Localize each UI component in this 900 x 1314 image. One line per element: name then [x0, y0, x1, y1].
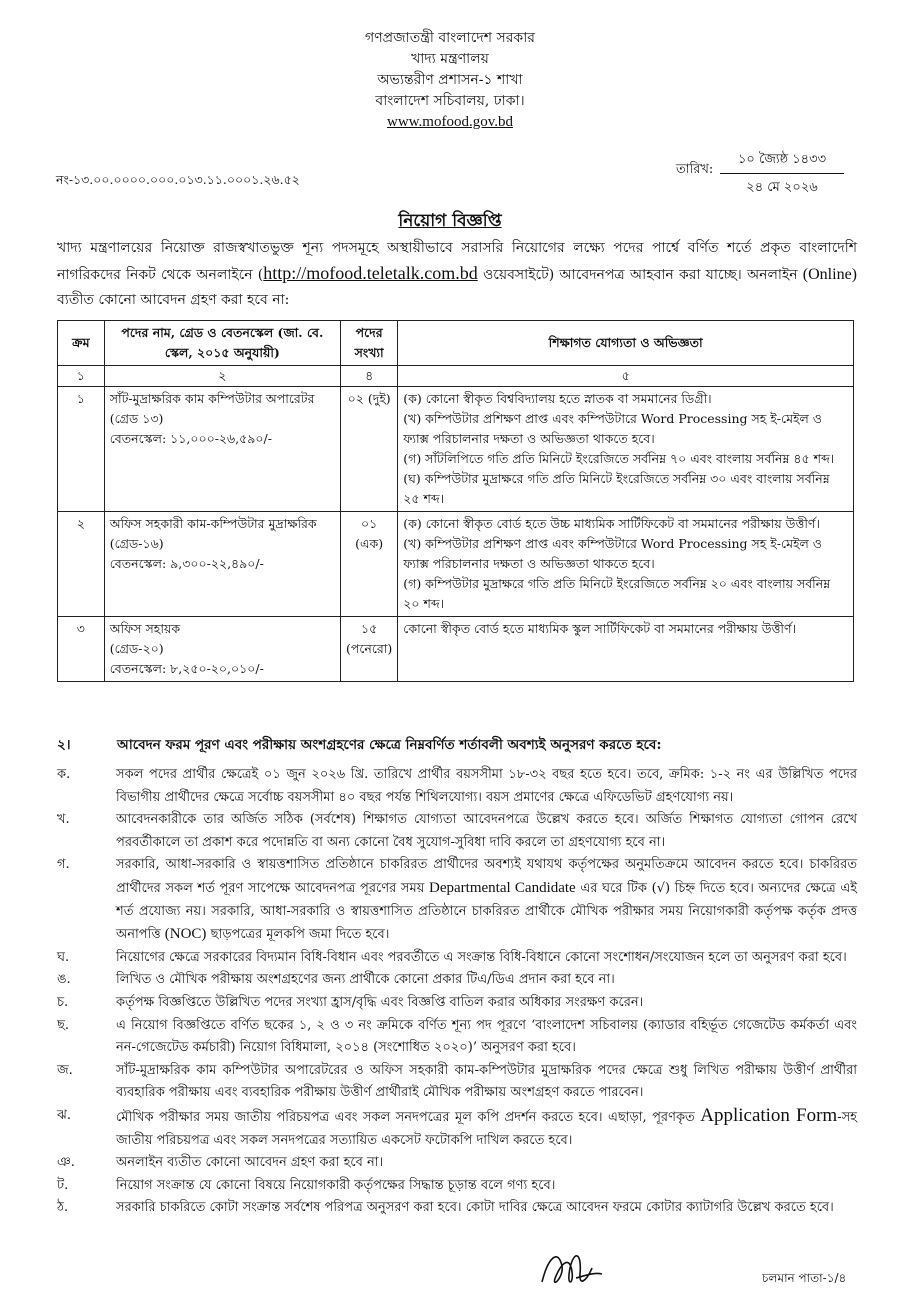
date-bangla: ১০ জ্যৈষ্ঠ ১৪৩৩ [720, 150, 844, 174]
post-grade: (গ্রেড ১৩) [109, 411, 164, 426]
post-name: অফিস সহকারী কাম-কম্পিউটার মুদ্রাক্ষরিক [109, 516, 317, 531]
condition-item [57, 1015, 857, 1060]
intro-online: (Online) [802, 266, 857, 283]
condition-text: অনলাইন ব্যতীত কোনো আবেদন গ্রহণ করা হবে না। [116, 1155, 384, 1171]
condition-label: গ. [57, 857, 70, 873]
condition-item [57, 1197, 857, 1220]
memo-number: নং-১৩.০০.০০০০.০০০.০১৩.১১.০০০১.২৬.৫২ [56, 172, 300, 187]
index-cell: ৫ [398, 366, 854, 387]
qualification-item: (গ) সাঁটলিপিতে গতি প্রতি মিনিটে ইংরেজিতে সর্বনিম্ন ৭০ এবং বাংলায় সর্বনিম্ন ৪৫ শব্দ। [403, 451, 835, 466]
condition-text: কর্তৃপক্ষ বিজ্ঞপ্তিতে উল্লিখিত পদের সংখ্যা হ্রাস/বৃদ্ধি এবং বিজ্ঞপ্তি বাতিল করার অধিকার সংরক্ষণ করেন। [116, 994, 644, 1010]
count-cell: ০২ (দুই) [341, 387, 398, 512]
index-cell: ২ [104, 366, 340, 387]
section-name: অভ্যন্তরীণ প্রশাসন-১ শাখা [377, 72, 523, 88]
condition-label: ঝ. [57, 1107, 71, 1123]
qualification-item: (খ) কম্পিউটার প্রশিক্ষণ প্রাপ্ত এবং কম্পিউটারে Word Processing সহ ই-মেইল ও ফ্যাক্স পরিচালনার দক্ষতা ও অভিজ্ঞতা থাকতে হবে। [403, 411, 823, 446]
condition-text: সরকারি চাকরিতে কোটা সংক্রান্ত সর্বশেষ পরিপত্র অনুসরণ করা হবে। কোটা দাবির ক্ষেত্রে আবেদন ফরমে কোটার ক্যাটাগরি উল্লেখ করতে হবে। [116, 1200, 834, 1216]
post-cell [104, 512, 340, 617]
condition-label: ক. [57, 767, 71, 782]
count-cell: ১৫ (পনেরো) [341, 617, 398, 682]
condition-item [57, 947, 857, 970]
condition-text: নিয়োগের ক্ষেত্রে সরকারের বিদ্যমান বিধি-বিধান এবং পরবর্তীতে এ সংক্রান্ত বিধি-বিধানে কোনো সংশোধন/সংযোজন হলে তা অনুসরণ করা হবে। [116, 949, 847, 965]
qualification-cell [398, 617, 854, 682]
office-address: বাংলাদেশ সচিবালয়, ঢাকা। [375, 93, 525, 109]
ministry-website-link[interactable]: www.mofood.gov.bd [387, 114, 513, 130]
qualification-cell [398, 387, 854, 512]
post-scale: বেতনস্কেল: ৮,২৫০-২০,০১০/- [109, 661, 264, 676]
table-index-row [58, 366, 854, 387]
conditions-number: ২। [57, 737, 71, 753]
notice-title-text: নিয়োগ বিজ্ঞপ্তি [398, 211, 502, 231]
conditions-heading-text: আবেদন ফরম পূরণ এবং পরীক্ষায় অংশগ্রহণের ক্ষেত্রে নিম্নবর্ণিত শর্তাবলী অবশ্যই অনুসরণ করতে হবে: [117, 737, 662, 753]
post-scale: বেতনস্কেল: ১১,০০০-২৬,৫৯০/- [109, 431, 272, 446]
condition-item [57, 809, 857, 854]
index-cell: ৪ [341, 366, 398, 387]
date-gregorian: ২৪ মে ২০২৬ [746, 180, 818, 195]
condition-item [57, 764, 857, 809]
ministry-name: খাদ্য মন্ত্রণালয় [411, 51, 489, 67]
condition-label: ঞ. [57, 1155, 75, 1171]
government-name: গণপ্রজাতন্ত্রী বাংলাদেশ সরকার [365, 30, 535, 46]
intro-paragraph [57, 236, 857, 313]
intro-part1: খাদ্য মন্ত্রণালয়ের নিয়োক্ত রাজস্বখাতভুক্ত শূন্য পদসমূহে অস্থায়ীভাবে সরাসরি নিয়োগের লক্ষ্যে পদের পার্শ্বে বর্ণিত শর্তে প্রকৃত বাংলাদেশি নাগরিকদের নিকট থেকে অনলাইনে ( [57, 240, 857, 283]
application-website-link[interactable]: http://mofood.teletalk.com.bd [263, 263, 478, 283]
date-block [720, 150, 844, 199]
condition-item [57, 1152, 857, 1175]
condition-item [57, 969, 857, 992]
serial-cell: ৩ [58, 617, 105, 682]
condition-label: চ. [57, 994, 69, 1010]
condition-text: মৌখিক পরীক্ষার সময় জাতীয় পরিচয়পত্র এবং সকল সনদপত্রের মূল কপি প্রদর্শন করতে হবে। এছাড়া, পূরণকৃত [116, 1109, 701, 1125]
condition-item [57, 1060, 857, 1105]
serial-cell: ২ [58, 512, 105, 617]
intro-part3: ব্যতীত কোনো আবেদন গ্রহণ করা হবে না: [57, 292, 290, 308]
letterhead [0, 28, 900, 133]
qualification-item: (ক) কোনো স্বীকৃত বিশ্ববিদ্যালয় হতে স্নাতক বা সমমানের ডিগ্রী। [403, 391, 712, 406]
condition-label: খ. [57, 812, 70, 828]
condition-label: ঘ. [57, 949, 70, 965]
table-row [58, 617, 854, 682]
condition-text: এর ঘরে টিক (√) চিহ্ন দিতে হবে। অন্যদের ক্ষেত্রে এই শর্ত প্রযোজ্য নয়। সরকারি, আধা-সরকারি ও স্বায়ত্তশাসিত প্রতিষ্ঠানে চাকরিরত প্রার্থীকে মৌখিক পরীক্ষার সময় নিয়োগকারী কর্তৃপক্ষ কর্তৃক প্রদত্ত অনাপত্তি [116, 880, 857, 943]
condition-text-en: (NOC) [164, 926, 207, 943]
table-row [58, 387, 854, 512]
serial-cell: ১ [58, 387, 105, 512]
date-label: তারিখ: [676, 162, 714, 177]
header-post: পদের নাম, গ্রেড ও বেতনস্কেল (জা. বে. স্কেল, ২০১৫ অনুযায়ী) [104, 321, 340, 366]
header-count: পদের সংখ্যা [341, 321, 398, 366]
blank-space [403, 639, 848, 679]
condition-label: ঠ. [57, 1200, 69, 1216]
signature-mark [536, 1238, 606, 1298]
vacancy-table [57, 320, 854, 682]
table-header-row [58, 321, 854, 366]
page-continuation: চলমান পাতা-১/৪ [762, 1271, 847, 1285]
header-qualification: শিক্ষাগত যোগ্যতা ও অভিজ্ঞতা [398, 321, 854, 366]
qualification-cell [398, 512, 854, 617]
notice-title [0, 208, 900, 236]
intro-part2: ওয়েবসাইটে) আবেদনপত্র আহবান করা যাচ্ছে। অনলাইন [477, 267, 803, 283]
qualification-item: (ক) কোনো স্বীকৃত বোর্ড হতে উচ্চ মাধ্যমিক সার্টিফিকেট বা সমমানের পরীক্ষায় উত্তীর্ণ। [403, 516, 820, 531]
condition-label: ট. [57, 1177, 69, 1193]
post-grade: (গ্রেড-২০) [109, 641, 164, 656]
header-serial: ক্রম [58, 321, 105, 366]
post-cell [104, 617, 340, 682]
post-scale: বেতনস্কেল: ৯,৩০০-২২,৪৯০/- [109, 556, 264, 571]
condition-text: ছাড়পত্রের মূলকপি জমা দিতে হবে। [206, 927, 390, 943]
condition-text-en: Departmental Candidate [429, 879, 576, 896]
condition-item [57, 854, 857, 946]
condition-text: সাঁট-মুদ্রাক্ষরিক কাম কম্পিউটার অপারেটরের ও অফিস সহকারী কাম-কম্পিউটার মুদ্রাক্ষরিক পদের ক্ষেত্রে শুধু লিখিত পরীক্ষায় উত্তীর্ণ প্রার্থীরা ব্যবহারিক পরীক্ষায় এবং ব্যবহারিক পরীক্ষায় উত্তীর্ণ প্রার্থীরাই মৌখিক পরীক্ষায় অংশগ্রহণ করতে পারবেন। [116, 1062, 857, 1101]
condition-text: আবেদনকারীকে তার অর্জিত সঠিক (সর্বশেষ) শিক্ষাগত যোগ্যতা আবেদনপত্রে উল্লেখ করতে হবে। অর্জিত শিক্ষাগত যোগ্যতা গোপন রেখে পরবর্তীকালে তা প্রকাশ করে পদোন্নতি বা অন্য কোনো বৈধ সুযোগ-সুবিধা দাবি করলে তা গ্রহণযোগ্য হবে না। [116, 812, 857, 850]
qualification-item: (ঘ) কম্পিউটার মুদ্রাক্ষরে গতি প্রতি মিনিটে ইংরেজিতে সর্বনিম্ন ৩০ এবং বাংলায় সর্বনিম্ন ২৫ শব্দ। [403, 471, 830, 506]
signature-stroke [542, 1256, 602, 1282]
qualification-item: কোনো স্বীকৃত বোর্ড হতে মাধ্যমিক স্কুল সার্টিফিকেট বা সমমানের পরীক্ষায় উত্তীর্ণ। [403, 621, 797, 636]
post-name: অফিস সহায়ক [109, 621, 181, 636]
condition-label: ঙ. [57, 972, 71, 988]
condition-item [57, 1175, 857, 1198]
condition-text: এ নিয়োগ বিজ্ঞপ্তিতে বর্ণিত ছকের ১, ২ ও ৩ নং ক্রমিকে বর্ণিত শূন্য পদ পূরণে ‘বাংলাদেশ সচিবালয় (ক্যাডার বহির্ভূত গেজেটেড কর্মকর্তা এবং নন-গেজেটেড কর্মচারী) নিয়োগ বিধিমালা, ২০১৪ (সংশোধিত ২০২০)’ অনুসরণ করা হবে। [116, 1017, 857, 1056]
qualification-item: (খ) কম্পিউটার প্রশিক্ষণ প্রাপ্ত এবং কম্পিউটারে Word Processing সহ ই-মেইল ও ফ্যাক্স পরিচালনার দক্ষতা ও অভিজ্ঞতা থাকতে হবে। [403, 536, 823, 571]
post-cell [104, 387, 340, 512]
condition-label: জ. [57, 1062, 73, 1078]
post-grade: (গ্রেড-১৬) [109, 536, 164, 551]
condition-label: ছ. [57, 1017, 70, 1033]
condition-text: লিখিত ও মৌখিক পরীক্ষায় অংশগ্রহণের জন্য প্রার্থীকে কোনো প্রকার টিএ/ডিএ প্রদান করা হবে না। [116, 972, 615, 988]
condition-text-en: Application Form [700, 1104, 838, 1126]
count-cell: ০১ (এক) [341, 512, 398, 617]
qualification-item: (গ) কম্পিউটার মুদ্রাক্ষরে গতি প্রতি মিনিটে ইংরেজিতে সর্বনিম্ন ২০ এবং বাংলায় সর্বনিম্ন ২০ শব্দ। [403, 576, 831, 611]
condition-item [57, 1105, 857, 1152]
index-cell: ১ [58, 366, 105, 387]
condition-text: -সহ জাতীয় পরিচয়পত্র এবং সকল সনদপত্রের সত্যায়িত একসেট ফটোকপি দাখিল করতে হবে। [116, 1109, 857, 1148]
condition-text: সরকারি, আধা-সরকারি ও স্বায়ত্তশাসিত প্রতিষ্ঠানে চাকরিরত প্রার্থীদের অবশ্যই যথাযথ কর্তৃপক্ষের অনুমতিক্রমে আবেদন করতে হবে। চাকরিরত প্রার্থীদের সকল শর্ত পূরণ সাপেক্ষে আবেদনপত্র পূরণের সময় [116, 857, 857, 896]
conditions-list [57, 764, 857, 1220]
condition-item [57, 992, 857, 1015]
post-name: সাঁট-মুদ্রাক্ষরিক কাম কম্পিউটার অপারেটর [109, 391, 315, 406]
condition-text: নিয়োগ সংক্রান্ত যে কোনো বিষয়ে নিয়োগকারী কর্তৃপক্ষের সিদ্ধান্ত চূড়ান্ত বলে গণ্য হবে। [116, 1177, 556, 1193]
condition-text: সকল পদের প্রার্থীর ক্ষেত্রেই ০১ জুন ২০২৬ খ্রি. তারিখে প্রার্থীর বয়সসীমা ১৮-৩২ বছর হতে হবে। তবে, ক্রমিক: ১-২ নং এর উল্লিখিত পদের বিভাগীয় প্রার্থীদের ক্ষেত্রে সর্বোচ্চ বয়সসীমা ৪০ বছর পর্যন্ত শিথিলযোগ্য। বয়স প্রমাণের ক্ষেত্রে এফিডেভিট গ্রহণযোগ্য নয়। [116, 767, 857, 805]
table-row [58, 512, 854, 617]
